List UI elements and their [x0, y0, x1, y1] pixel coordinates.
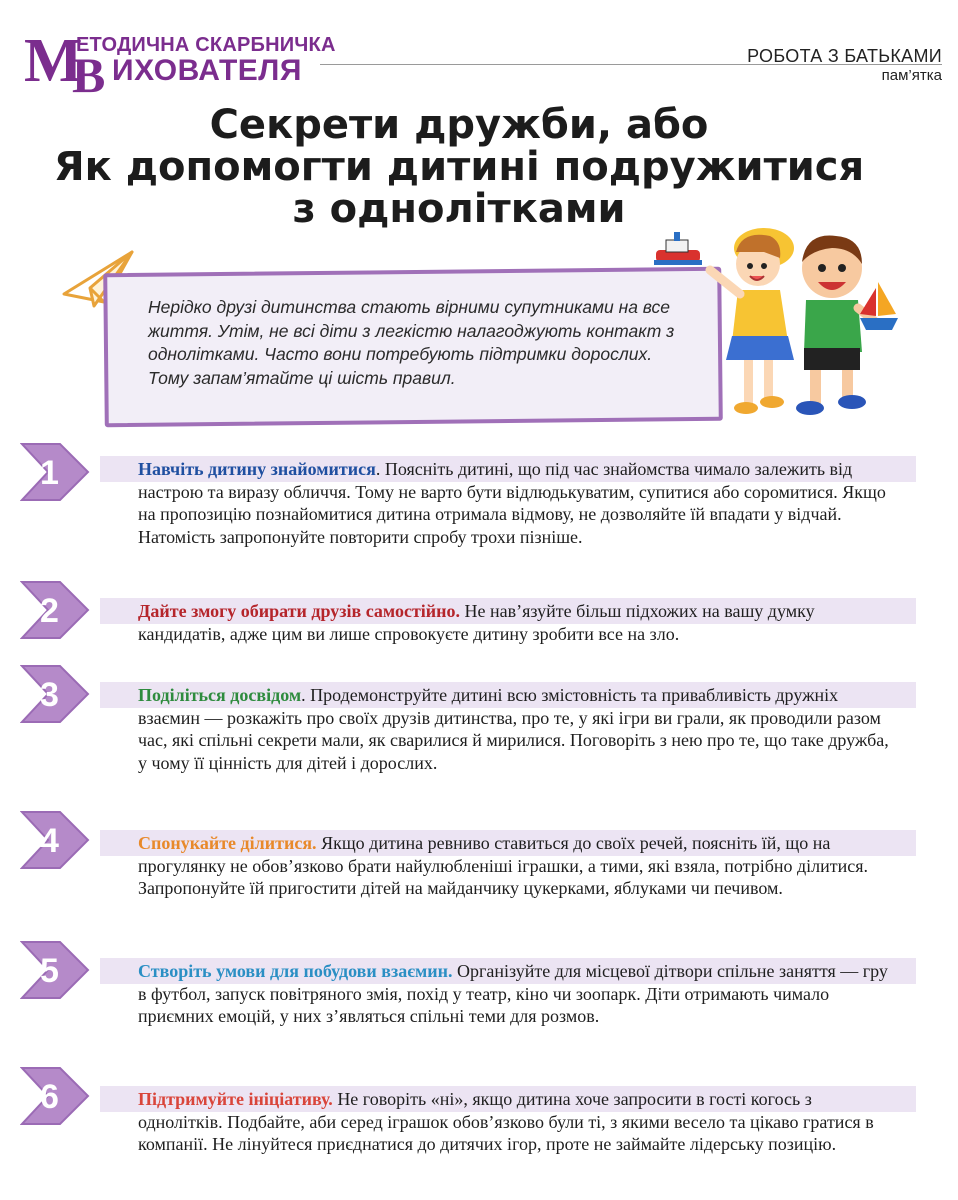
- logo-letter-v: В: [72, 47, 106, 103]
- rule-number-badge: [20, 442, 90, 502]
- rule-number: 6: [40, 1078, 59, 1116]
- rule-body: Організуйте для місцевої дітвори спільне заняття — гру в футбол, запуск повітряного змія, похід у театр, кіно чи зоопарк. Діти отримають чимало приємних емоцій, у них з’являться спільні теми для розмов.: [138, 961, 888, 1026]
- rule-number: 5: [40, 952, 59, 990]
- children-illustration: [646, 212, 906, 424]
- rule-number-badge: [20, 580, 90, 640]
- toy-boat-icon: [654, 232, 702, 265]
- intro-text: Нерідко друзі дитинства стають вірними супутниками на все життя. Утім, не всі діти з легкістю налагоджують контакт з однолітками. Часто вони потребують підтримки дорослих. Тому запам’ятайте ці шість правил.: [148, 297, 675, 388]
- rule-body: Не говоріть «ні», якщо дитина хоче запросити в гості когось з однолітків. Подбайте, аби серед іграшок обов’язково були ті, з якими весело та цікаво гратися в компанії. Не лінуйтеся приєднатися до дитячих ігор, проте не займайте лідерську позицію.: [138, 1089, 874, 1154]
- rule-text: [138, 832, 898, 900]
- logo-line-1: ЕТОДИЧНА СКАРБНИЧКА: [76, 34, 336, 56]
- rule-text: [138, 1088, 898, 1156]
- magazine-logo: [24, 27, 336, 103]
- rule-text: [138, 458, 898, 548]
- section-label: РОБОТА З БАТЬКАМИ: [747, 46, 942, 66]
- title-line-3: з однолітками: [292, 186, 626, 232]
- rule-number: 2: [40, 592, 59, 630]
- rule-body: . Поясніть дитині, що під час знайомства чимало залежить від настрою та виразу обличчя. Тому не варто бути відлюдькуватим, супитися або соромитися. Якщо на пропозицію познайомитися дитина отримала відмову, не дозволяйте їй впадати у відчай. Натомість запропонуйте повторити спробу трохи пізніше.: [138, 459, 886, 547]
- rule-number-badge: [20, 940, 90, 1000]
- rule-number: 4: [40, 822, 59, 860]
- rule-heading: Підтримуйте ініціативу.: [138, 1089, 333, 1109]
- rule-heading: Навчіть дитину знайомитися: [138, 459, 376, 479]
- rule-text: [138, 960, 898, 1028]
- subsection-label: пам’ятка: [881, 67, 942, 84]
- rule-body: Якщо дитина ревниво ставиться до своїх речей, поясніть їй, що на прогулянку не обов’язково брати найулюбленіші іграшки, а тими, які взяла, потрібно ділитися. Запропонуйте їй пригостити дітей на майданчику цукерками, яблуками чи печивом.: [138, 833, 869, 898]
- rule-heading: Поділіться досвідом: [138, 685, 302, 705]
- logo-line-2: ИХОВАТЕЛЯ: [112, 54, 302, 87]
- rule-body: Не нав’язуйте більш підхожих на вашу думку кандидатів, адже цим ви лише спровокуєте дитину зробити все на зло.: [138, 601, 815, 644]
- rule-number-badge: [20, 1066, 90, 1126]
- rule-text: [138, 684, 898, 774]
- rule-body: . Продемонструйте дитині всю змістовність та привабливість дружніх взаємин — розкажіть про своїх друзів дитинства, про те, у які ігри ви грали, як проводили разом час, які спільні секрети мали, як сварилися й мирилися. Поговоріть з нею про те, що таке дружба, у чому її цінність для дітей і дорослих.: [138, 685, 889, 773]
- title-line-1: Секрети дружби, або: [209, 102, 709, 148]
- rule-heading: Створіть умови для побудови взаємин.: [138, 961, 453, 981]
- title-line-2: Як допомогти дитині подружитися: [53, 144, 865, 190]
- logo-letter-m: М: [24, 27, 81, 95]
- rule-number: 3: [40, 676, 59, 714]
- rule-number-badge: [20, 810, 90, 870]
- girl-figure: [710, 228, 794, 414]
- rule-number: 1: [40, 454, 59, 492]
- rule-heading: Спонукайте ділитися.: [138, 833, 317, 853]
- rule-number-badge: [20, 664, 90, 724]
- rule-text: [138, 600, 898, 645]
- rule-heading: Дайте змогу обирати друзів самостійно.: [138, 601, 461, 621]
- toy-sailboat-icon: [860, 282, 898, 330]
